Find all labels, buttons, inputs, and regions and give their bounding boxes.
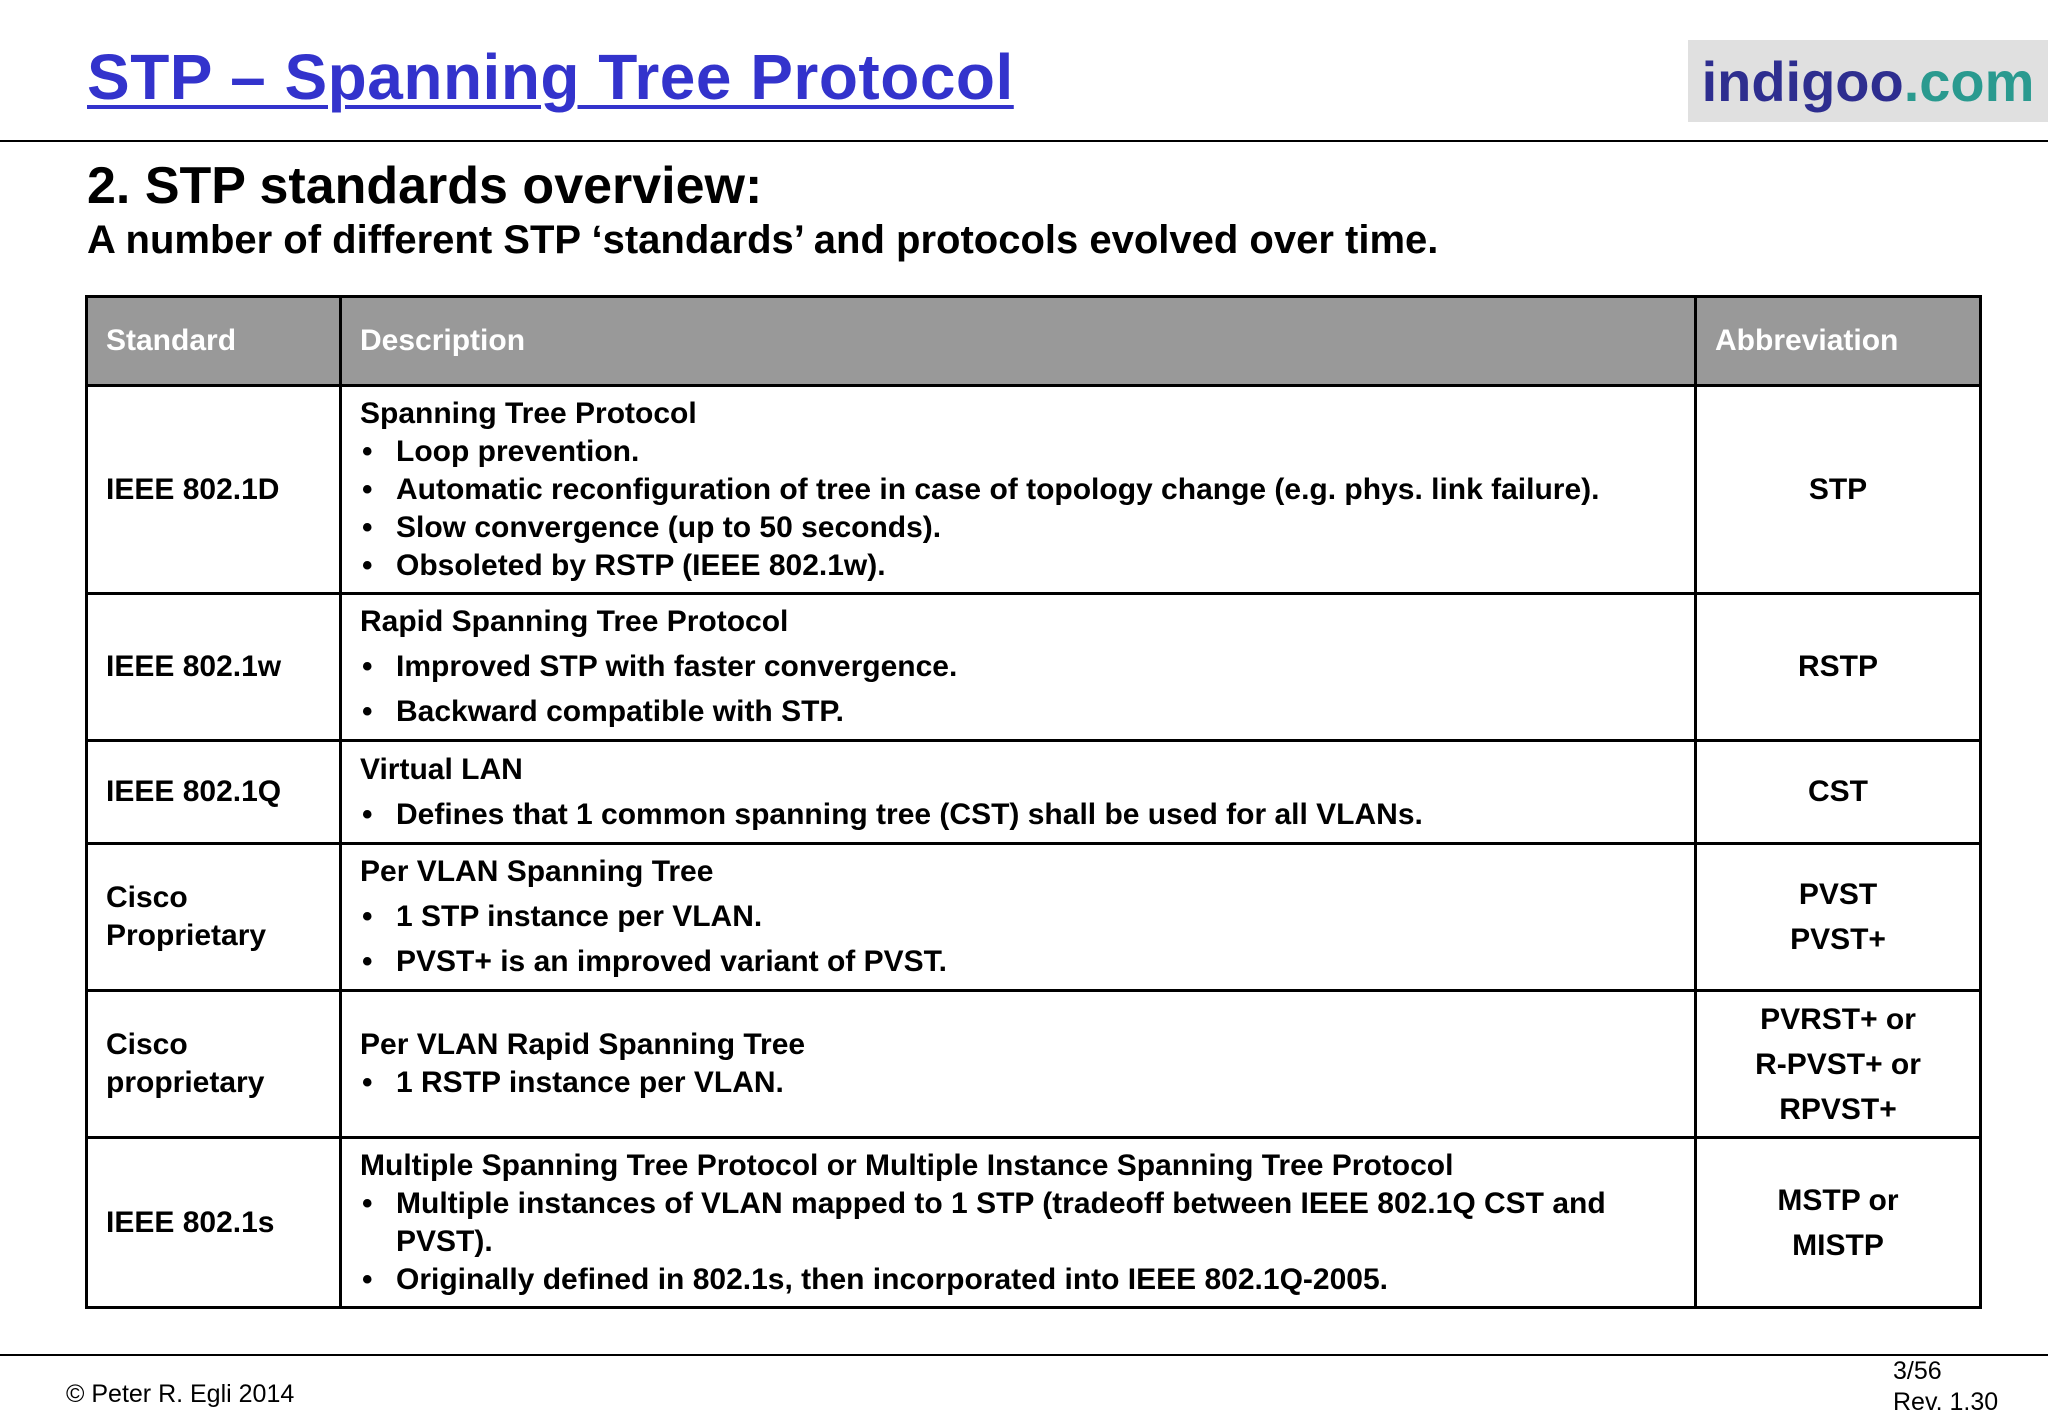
column-header-standard: Standard: [87, 297, 341, 386]
description-cell: [341, 1138, 1696, 1308]
bullet-item: • Defines that 1 common spanning tree (CST) shall be used for all VLANs.: [360, 796, 1676, 834]
brand-logo[interactable]: [1688, 40, 2048, 122]
bullet-list: [360, 433, 1676, 585]
bullet-item: • Originally defined in 802.1s, then incorporated into IEEE 802.1Q-2005.: [360, 1261, 1676, 1299]
bullet-item: • PVST+ is an improved variant of PVST.: [360, 943, 1676, 981]
bullet-list: [360, 796, 1676, 834]
abbreviation: R-PVST+ or: [1755, 1047, 1921, 1081]
bullet-list: [360, 898, 1676, 981]
page-title: STP – Spanning Tree Protocol: [87, 41, 1014, 113]
bullet-item: • Loop prevention.: [360, 433, 1676, 471]
abbreviation: RSTP: [1797, 650, 1878, 683]
standard-name: IEEE 802.1s: [106, 1205, 275, 1239]
table-row: [87, 741, 1981, 844]
standard-cell: [87, 991, 341, 1138]
description-title: Rapid Spanning Tree Protocol: [360, 605, 789, 638]
abbreviation: CST: [1808, 775, 1868, 808]
bullet-item: • Obsoleted by RSTP (IEEE 802.1w).: [360, 547, 1676, 585]
page-number: 3/56: [1893, 1357, 1942, 1385]
page-info: [1893, 1356, 1998, 1418]
standard-cell: [87, 594, 341, 741]
description-cell: [341, 991, 1696, 1138]
abbreviation-cell: [1696, 386, 1981, 594]
column-header-description: Description: [341, 297, 1696, 386]
description-cell: [341, 741, 1696, 844]
description-cell: [341, 386, 1696, 594]
description-title: Per VLAN Rapid Spanning Tree: [360, 1028, 806, 1061]
standards-table: [85, 295, 1982, 1309]
standard-name: proprietary: [106, 1066, 265, 1099]
standard-name: IEEE 802.1Q: [106, 775, 282, 808]
copyright: © Peter R. Egli 2014: [66, 1380, 295, 1408]
description-cell: [341, 594, 1696, 741]
abbreviation-cell: [1696, 991, 1981, 1138]
bullet-item: • Improved STP with faster convergence.: [360, 648, 1676, 686]
bullet-item: • 1 RSTP instance per VLAN.: [360, 1064, 1676, 1102]
bullet-list: [360, 1064, 1676, 1102]
bullet-item: • 1 STP instance per VLAN.: [360, 898, 1676, 936]
header-divider: [0, 140, 2048, 142]
abbreviation: RPVST+: [1779, 1092, 1897, 1126]
standard-name: Cisco: [106, 1028, 188, 1061]
abbreviation: MSTP or: [1777, 1183, 1899, 1217]
abbreviation: STP: [1808, 472, 1868, 506]
abbreviation-cell: [1696, 1138, 1981, 1308]
description-title: Spanning Tree Protocol: [360, 396, 697, 430]
bullet-list: [360, 648, 1676, 731]
bullet-list: [360, 1185, 1676, 1299]
description-title: Per VLAN Spanning Tree: [360, 855, 714, 888]
table-row: [87, 594, 1981, 741]
bullet-item: • Backward compatible with STP.: [360, 693, 1676, 731]
abbreviation: PVST+: [1790, 923, 1886, 956]
standard-cell: [87, 386, 341, 594]
description-title: Virtual LAN: [360, 752, 523, 786]
standard-name: Proprietary: [106, 919, 267, 952]
standard-cell: [87, 1138, 341, 1308]
abbreviation-cell: [1696, 741, 1981, 844]
description-cell: [341, 844, 1696, 991]
table-row: [87, 991, 1981, 1138]
table-row: [87, 386, 1981, 594]
bullet-item: • Slow convergence (up to 50 seconds).: [360, 509, 1676, 547]
standard-name: Cisco: [106, 881, 188, 914]
table-row: [87, 844, 1981, 991]
standard-cell: [87, 741, 341, 844]
standard-cell: [87, 844, 341, 991]
description-title: Multiple Spanning Tree Protocol or Multiple Instance Spanning Tree Protocol: [360, 1148, 1454, 1182]
footer-divider: [0, 1354, 2048, 1356]
table-row: [87, 1138, 1981, 1308]
column-header-abbreviation: Abbreviation: [1696, 297, 1981, 386]
abbreviation-cell: [1696, 594, 1981, 741]
bullet-item: • Multiple instances of VLAN mapped to 1 STP (tradeoff between IEEE 802.1Q CST and PVST).: [360, 1185, 1676, 1261]
abbreviation: MISTP: [1792, 1228, 1884, 1262]
abbreviation-cell: [1696, 844, 1981, 991]
standard-name: IEEE 802.1w: [106, 650, 282, 683]
revision: Rev. 1.30: [1893, 1388, 1999, 1416]
brand-suffix: .com: [1903, 49, 2035, 113]
brand-name: indigoo: [1701, 49, 1904, 113]
section-heading: 2. STP standards overview:: [87, 157, 763, 215]
abbreviation: PVRST+ or: [1760, 1002, 1916, 1036]
standard-name: IEEE 802.1D: [106, 472, 280, 506]
abbreviation: PVST: [1798, 878, 1878, 911]
bullet-item: • Automatic reconfiguration of tree in case of topology change (e.g. phys. link failure).: [360, 471, 1676, 509]
table-header-row: [87, 297, 1981, 386]
section-subheading: A number of different STP ‘standards’ and protocols evolved over time.: [87, 218, 1439, 262]
